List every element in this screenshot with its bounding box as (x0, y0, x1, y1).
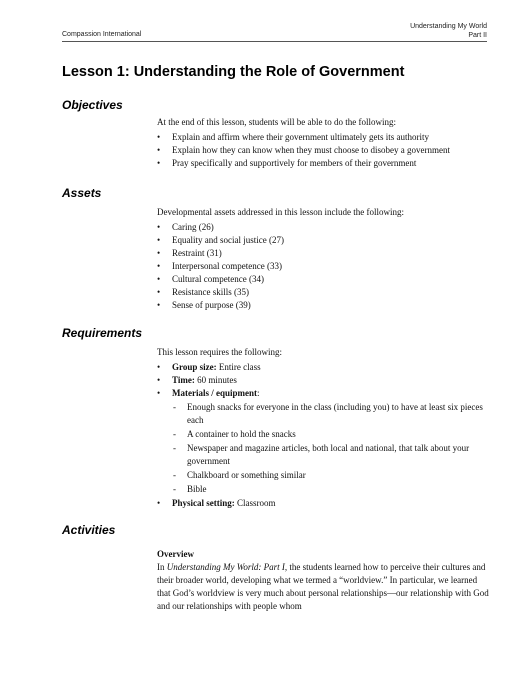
header-series-title: Understanding My World (410, 23, 487, 30)
list-item: • Resistance skills (35) (157, 286, 492, 299)
list-item: - Newspaper and magazine articles, both local and national, that talk about your government (172, 442, 492, 468)
group-size-label: Group size: (172, 362, 217, 372)
list-item: - Chalkboard or something similar (172, 469, 492, 482)
list-item: • Interpersonal competence (33) (157, 260, 492, 273)
requirements-list (157, 361, 492, 400)
physical-setting-item (157, 497, 492, 510)
materials-label: Materials / equipment (172, 388, 257, 398)
requirements-list-cont (157, 497, 492, 510)
objectives-section (157, 116, 492, 170)
overview-text-start: In (157, 562, 167, 572)
objectives-intro: At the end of this lesson, students will be able to do the following: (157, 117, 396, 127)
overview-text-rest: the students learned how to perceive their cultures and their broader world, developing what we termed a “worldview.” In particular, we learned that God’s worldview is very much about personal relationships—our relationship with God and our relationships with people whom (157, 562, 489, 611)
physical-setting-label: Physical setting: (172, 498, 235, 508)
list-item: - Bible (172, 483, 492, 496)
assets-heading: Assets (62, 186, 102, 200)
time-label: Time: (172, 375, 195, 385)
header-series-part: Part II (468, 32, 487, 39)
list-item: • Explain how they can know when they must choose to disobey a government (157, 144, 492, 157)
header-divider (62, 41, 487, 42)
header-org: Compassion International (62, 31, 142, 38)
materials-item (157, 387, 492, 400)
requirements-section (157, 346, 492, 510)
list-item: • Cultural competence (34) (157, 273, 492, 286)
activities-section (157, 548, 492, 613)
time-value: 60 minutes (197, 375, 237, 385)
list-item: • Equality and social justice (27) (157, 234, 492, 247)
list-item: - A container to hold the snacks (172, 428, 492, 441)
overview-heading: Overview (157, 549, 194, 559)
assets-list (157, 221, 492, 312)
assets-section (157, 206, 492, 312)
assets-intro: Developmental assets addressed in this lesson include the following: (157, 207, 404, 217)
list-item: • Explain and affirm where their government ultimately gets its authority (157, 131, 492, 144)
materials-list (157, 401, 492, 496)
materials-colon: : (257, 388, 260, 398)
objectives-list (157, 131, 492, 170)
list-item: • Caring (26) (157, 221, 492, 234)
group-size-item (157, 361, 492, 374)
overview-paragraph (157, 561, 492, 613)
overview-book-title: Understanding My World: Part I, (166, 562, 288, 572)
physical-setting-value: Classroom (237, 498, 276, 508)
list-item: • Sense of purpose (39) (157, 299, 492, 312)
objectives-heading: Objectives (62, 98, 123, 112)
activities-heading: Activities (62, 523, 116, 537)
requirements-intro: This lesson requires the following: (157, 347, 282, 357)
requirements-heading: Requirements (62, 326, 143, 340)
time-item (157, 374, 492, 387)
group-size-value: Entire class (218, 362, 261, 372)
list-item: • Restraint (31) (157, 247, 492, 260)
list-item: • Pray specifically and supportively for members of their government (157, 157, 492, 170)
header-series (410, 22, 487, 40)
list-item: - Enough snacks for everyone in the class (including you) to have at least six pieces each (172, 401, 492, 427)
lesson-title: Lesson 1: Understanding the Role of Government (62, 64, 405, 80)
